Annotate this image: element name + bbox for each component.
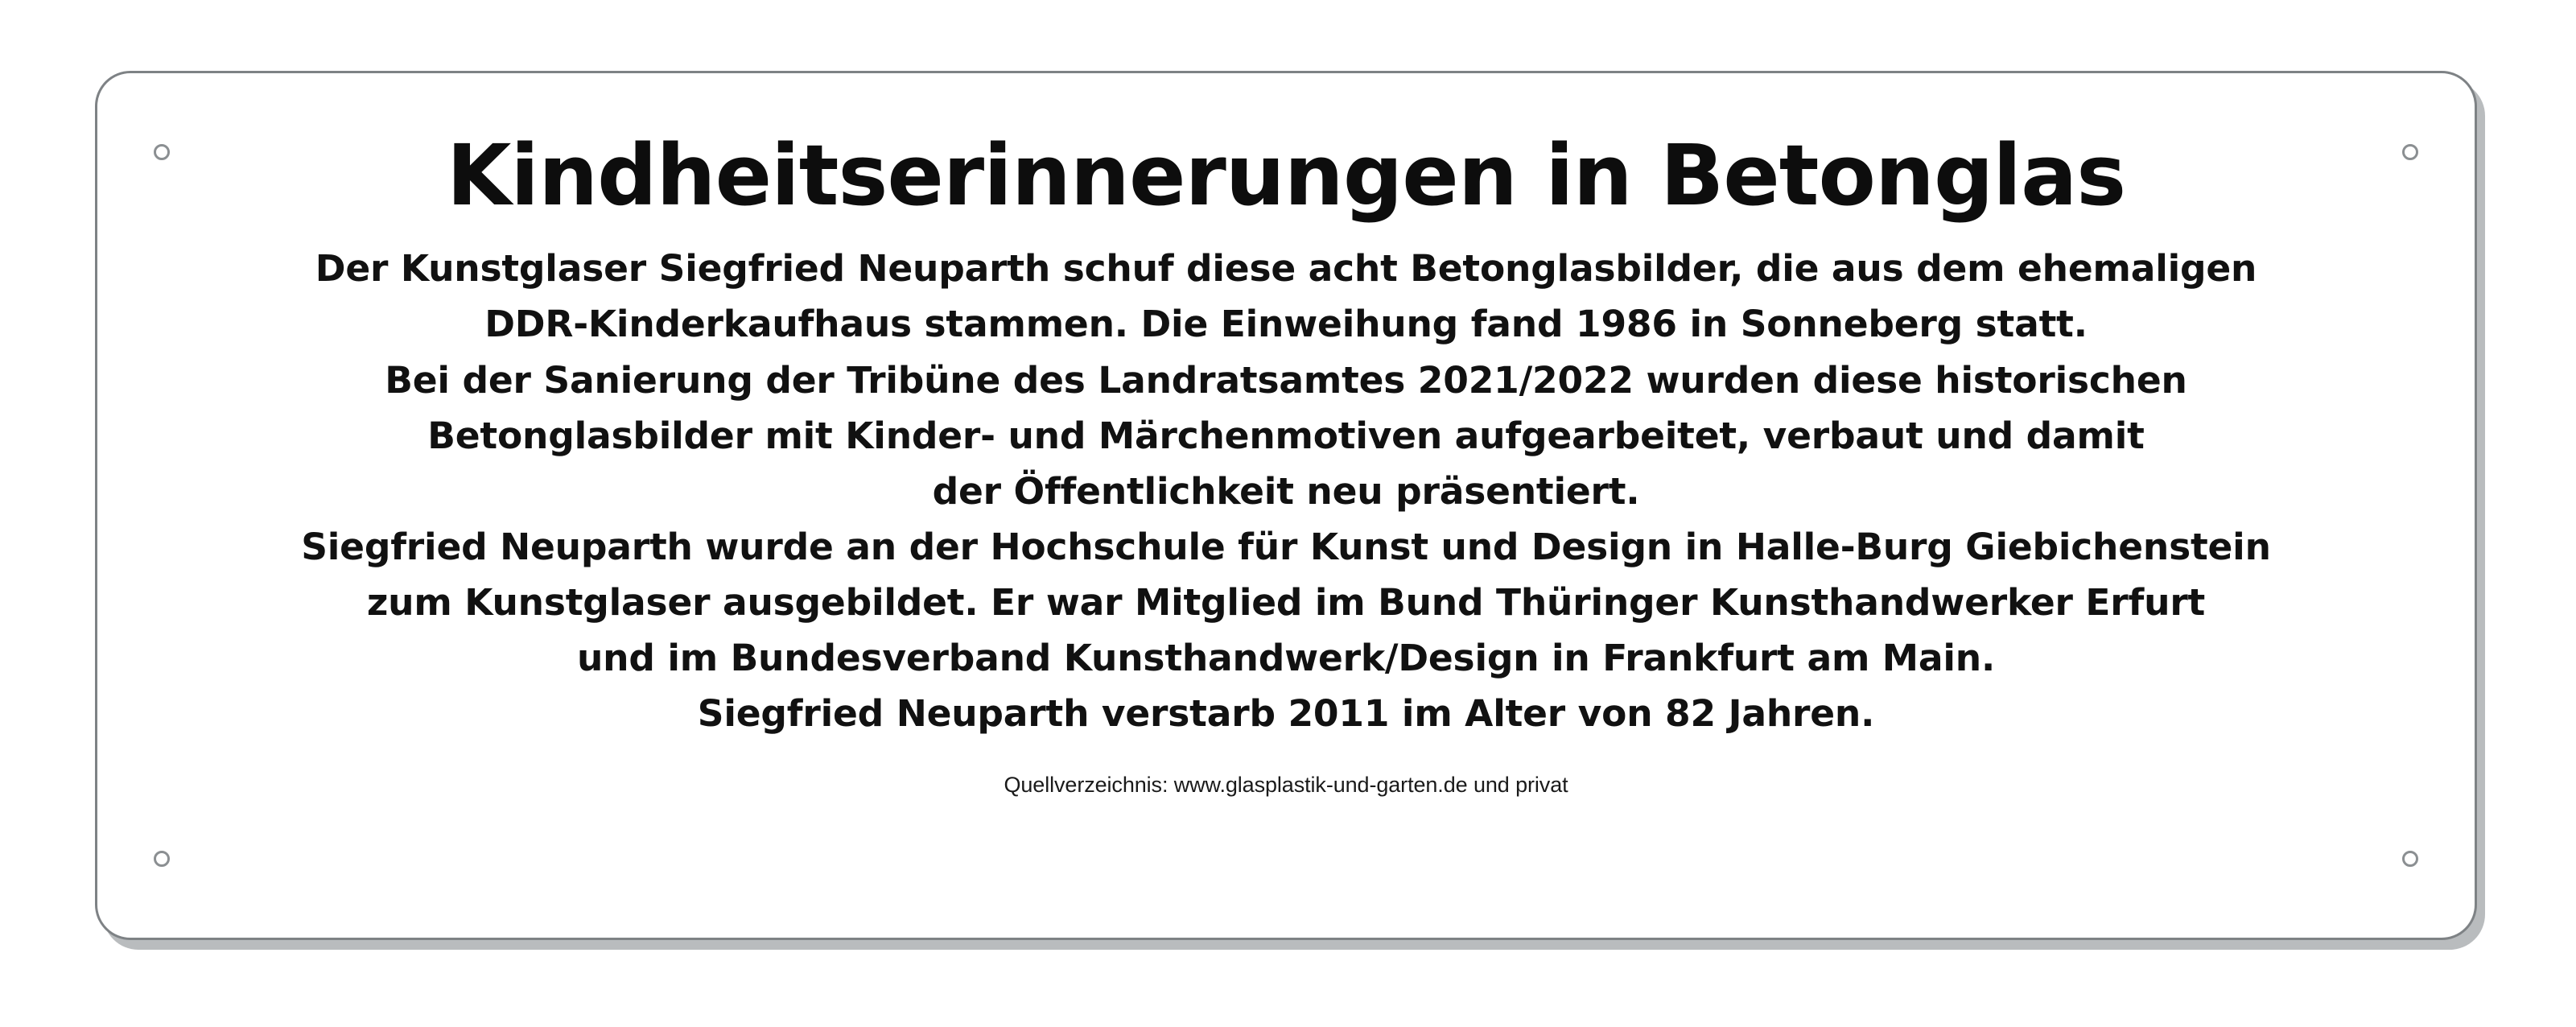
body-line: Betonglasbilder mit Kinder- und Märchenmotiven aufgearbeitet, verbaut und damit xyxy=(427,414,2145,457)
body-line: der Öffentlichkeit neu präsentiert. xyxy=(932,469,1640,513)
body-line: zum Kunstglaser ausgebildet. Er war Mitglied im Bund Thüringer Kunsthandwerker Erfurt xyxy=(366,581,2206,625)
plaque-title: Kindheitserinnerungen in Betonglas xyxy=(446,126,2126,225)
body-line: Siegfried Neuparth wurde an der Hochschule für Kunst und Design in Halle-Burg Giebichenstein xyxy=(301,526,2271,569)
body-line: DDR-Kinderkaufhaus stammen. Die Einweihung fand 1986 in Sonneberg statt. xyxy=(484,303,2088,346)
plaque-body-text xyxy=(154,241,2418,741)
body-line: Der Kunstglaser Siegfried Neuparth schuf diese acht Betonglasbilder, die aus dem ehemaligen xyxy=(315,247,2257,291)
information-plaque xyxy=(95,71,2477,940)
plaque-content xyxy=(97,73,2475,938)
body-line: Bei der Sanierung der Tribüne des Landratsamtes 2021/2022 wurden diese historischen xyxy=(385,358,2187,402)
plaque-source-note: Quellverzeichnis: www.glasplastik-und-garten.de und privat xyxy=(1004,772,1568,797)
body-line: und im Bundesverband Kunsthandwerk/Design in Frankfurt am Main. xyxy=(576,637,1996,680)
body-line: Siegfried Neuparth verstarb 2011 im Alter von 82 Jahren. xyxy=(697,692,1875,736)
